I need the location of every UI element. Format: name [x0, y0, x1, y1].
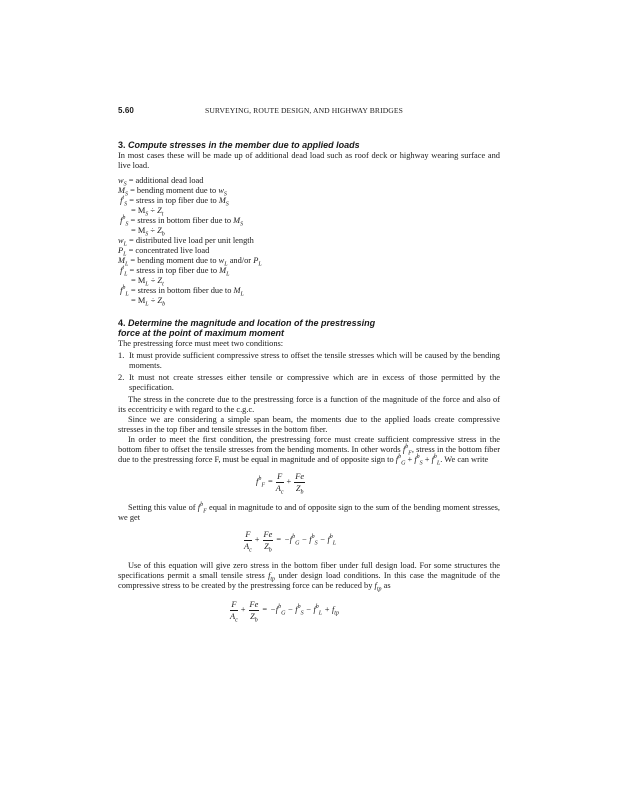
var-fst-eq: = $M_S \div Z_t$ — [131, 205, 164, 218]
var-fst: $f^t_S$ = stress in top fiber due to $M_S$ — [120, 194, 229, 208]
running-title: SURVEYING, ROUTE DESIGN, AND HIGHWAY BRIDGES — [205, 106, 403, 115]
list-item: 2. It must not create stresses either tensile or compressive which are in excess of those permitted by the specification. — [118, 372, 500, 392]
condition-1: It must provide sufficient compressive stress to offset the tensile stresses which will be caused by the bending moments. — [129, 350, 500, 370]
page-number: 5.60 — [118, 106, 134, 115]
var-ws: $w_S$ = additional dead load — [118, 175, 204, 188]
equation-1: $f^b_F$ = $\frac{F}{A_c}$ + $\frac{Fe}{Z_b}$ — [256, 471, 305, 496]
page-header — [118, 106, 500, 115]
var-flb: $f^b_L$ = stress in bottom fiber due to $M_L$ — [120, 284, 244, 298]
list-item: 1. It must provide sufficient compressive stress to offset the tensile stresses which will be caused by the bending moments. — [118, 350, 500, 370]
paragraph-simple-span: Since we are considering a simple span beam, the moments due to the applied loads create compressive stresses in the top fiber and tensile stresses in the bottom fiber. — [118, 414, 500, 434]
page-content — [118, 140, 500, 625]
var-fsb: $f^b_S$ = stress in bottom fiber due to $M_S$ — [120, 214, 244, 228]
var-ml: $M_L$ = bending moment due to $w_L$ and/or $P_L$ — [118, 255, 262, 268]
equation-3: $\frac{F}{A_c}$ + $\frac{Fe}{Z_b}$ = $-f^b_G - f^b_S - f^b_L + f_{tp}$ — [230, 599, 339, 624]
condition-2: It must not create stresses either tensile or compressive which are in excess of those permitted by the specification. — [129, 372, 500, 392]
section-4-title-line2: force at the point of maximum moment — [118, 328, 285, 338]
variable-definitions — [118, 176, 500, 306]
paragraph-setting-value: Setting this value of $f^b_F$ equal in magnitude to and of opposite sign to the sum of the bending moment stresses, we get — [118, 501, 501, 522]
equation-2: $\frac{F}{A_c}$ + $\frac{Fe}{Z_b}$ = $-f^b_G - f^b_S - f^b_L$ — [244, 529, 337, 554]
section-4-title-line1: Determine the magnitude and location of the prestressing — [128, 317, 376, 328]
var-pl: $P_L$ = concentrated live load — [118, 245, 210, 258]
section-4-intro: The prestressing force must meet two conditions: — [118, 338, 284, 348]
paragraph-zero-stress: Use of this equation will give zero stress in the bottom fiber under full design load. For some structures the specifications permit a small tensile stress $f_{tp}$ under design load conditions. In this case the magnitude of the compressive stress to be created by the prestressing force can be reduced by $f_{tp}$ as — [118, 560, 501, 593]
var-ms: $M_S$ = bending moment due to $w_S$ — [118, 185, 227, 198]
section-3-number: 3. — [118, 140, 126, 150]
conditions-list — [118, 351, 500, 393]
section-4-number: 4. — [118, 317, 126, 328]
section-3-intro: In most cases these will be made up of additional dead load such as roof deck or highway wearing surface and live load. — [118, 150, 500, 170]
paragraph-first-condition: In order to meet the first condition, the prestressing force must create sufficient compressive stress in the bottom fiber to offset the tensile stresses from the bending moments. In other words $f^b_F$, stress in the bottom fiber due to the prestressing force F, must be equal in magnitude and of opposite sign to $f^b_G + f^b_S + f^b_L$. We can write — [118, 434, 500, 467]
paragraph-stress: The stress in the concrete due to the prestressing force is a function of the magnitude of the force and also of its eccentricity e with regard to the c.g.c. — [118, 394, 500, 414]
var-flb-eq: = $M_L \div Z_b$ — [131, 295, 166, 308]
section-4-heading — [118, 318, 500, 339]
var-wl: $w_L$ = distributed live load per unit length — [118, 235, 254, 248]
section-3-heading — [118, 140, 500, 151]
var-flt: $f^t_L$ = stress in top fiber due to $M_L$ — [120, 264, 230, 278]
var-flt-eq: = $M_L \div Z_t$ — [131, 275, 164, 288]
section-3-title: Compute stresses in the member due to applied loads — [128, 140, 360, 150]
var-fsb-eq: = $M_S \div Z_b$ — [131, 225, 165, 238]
